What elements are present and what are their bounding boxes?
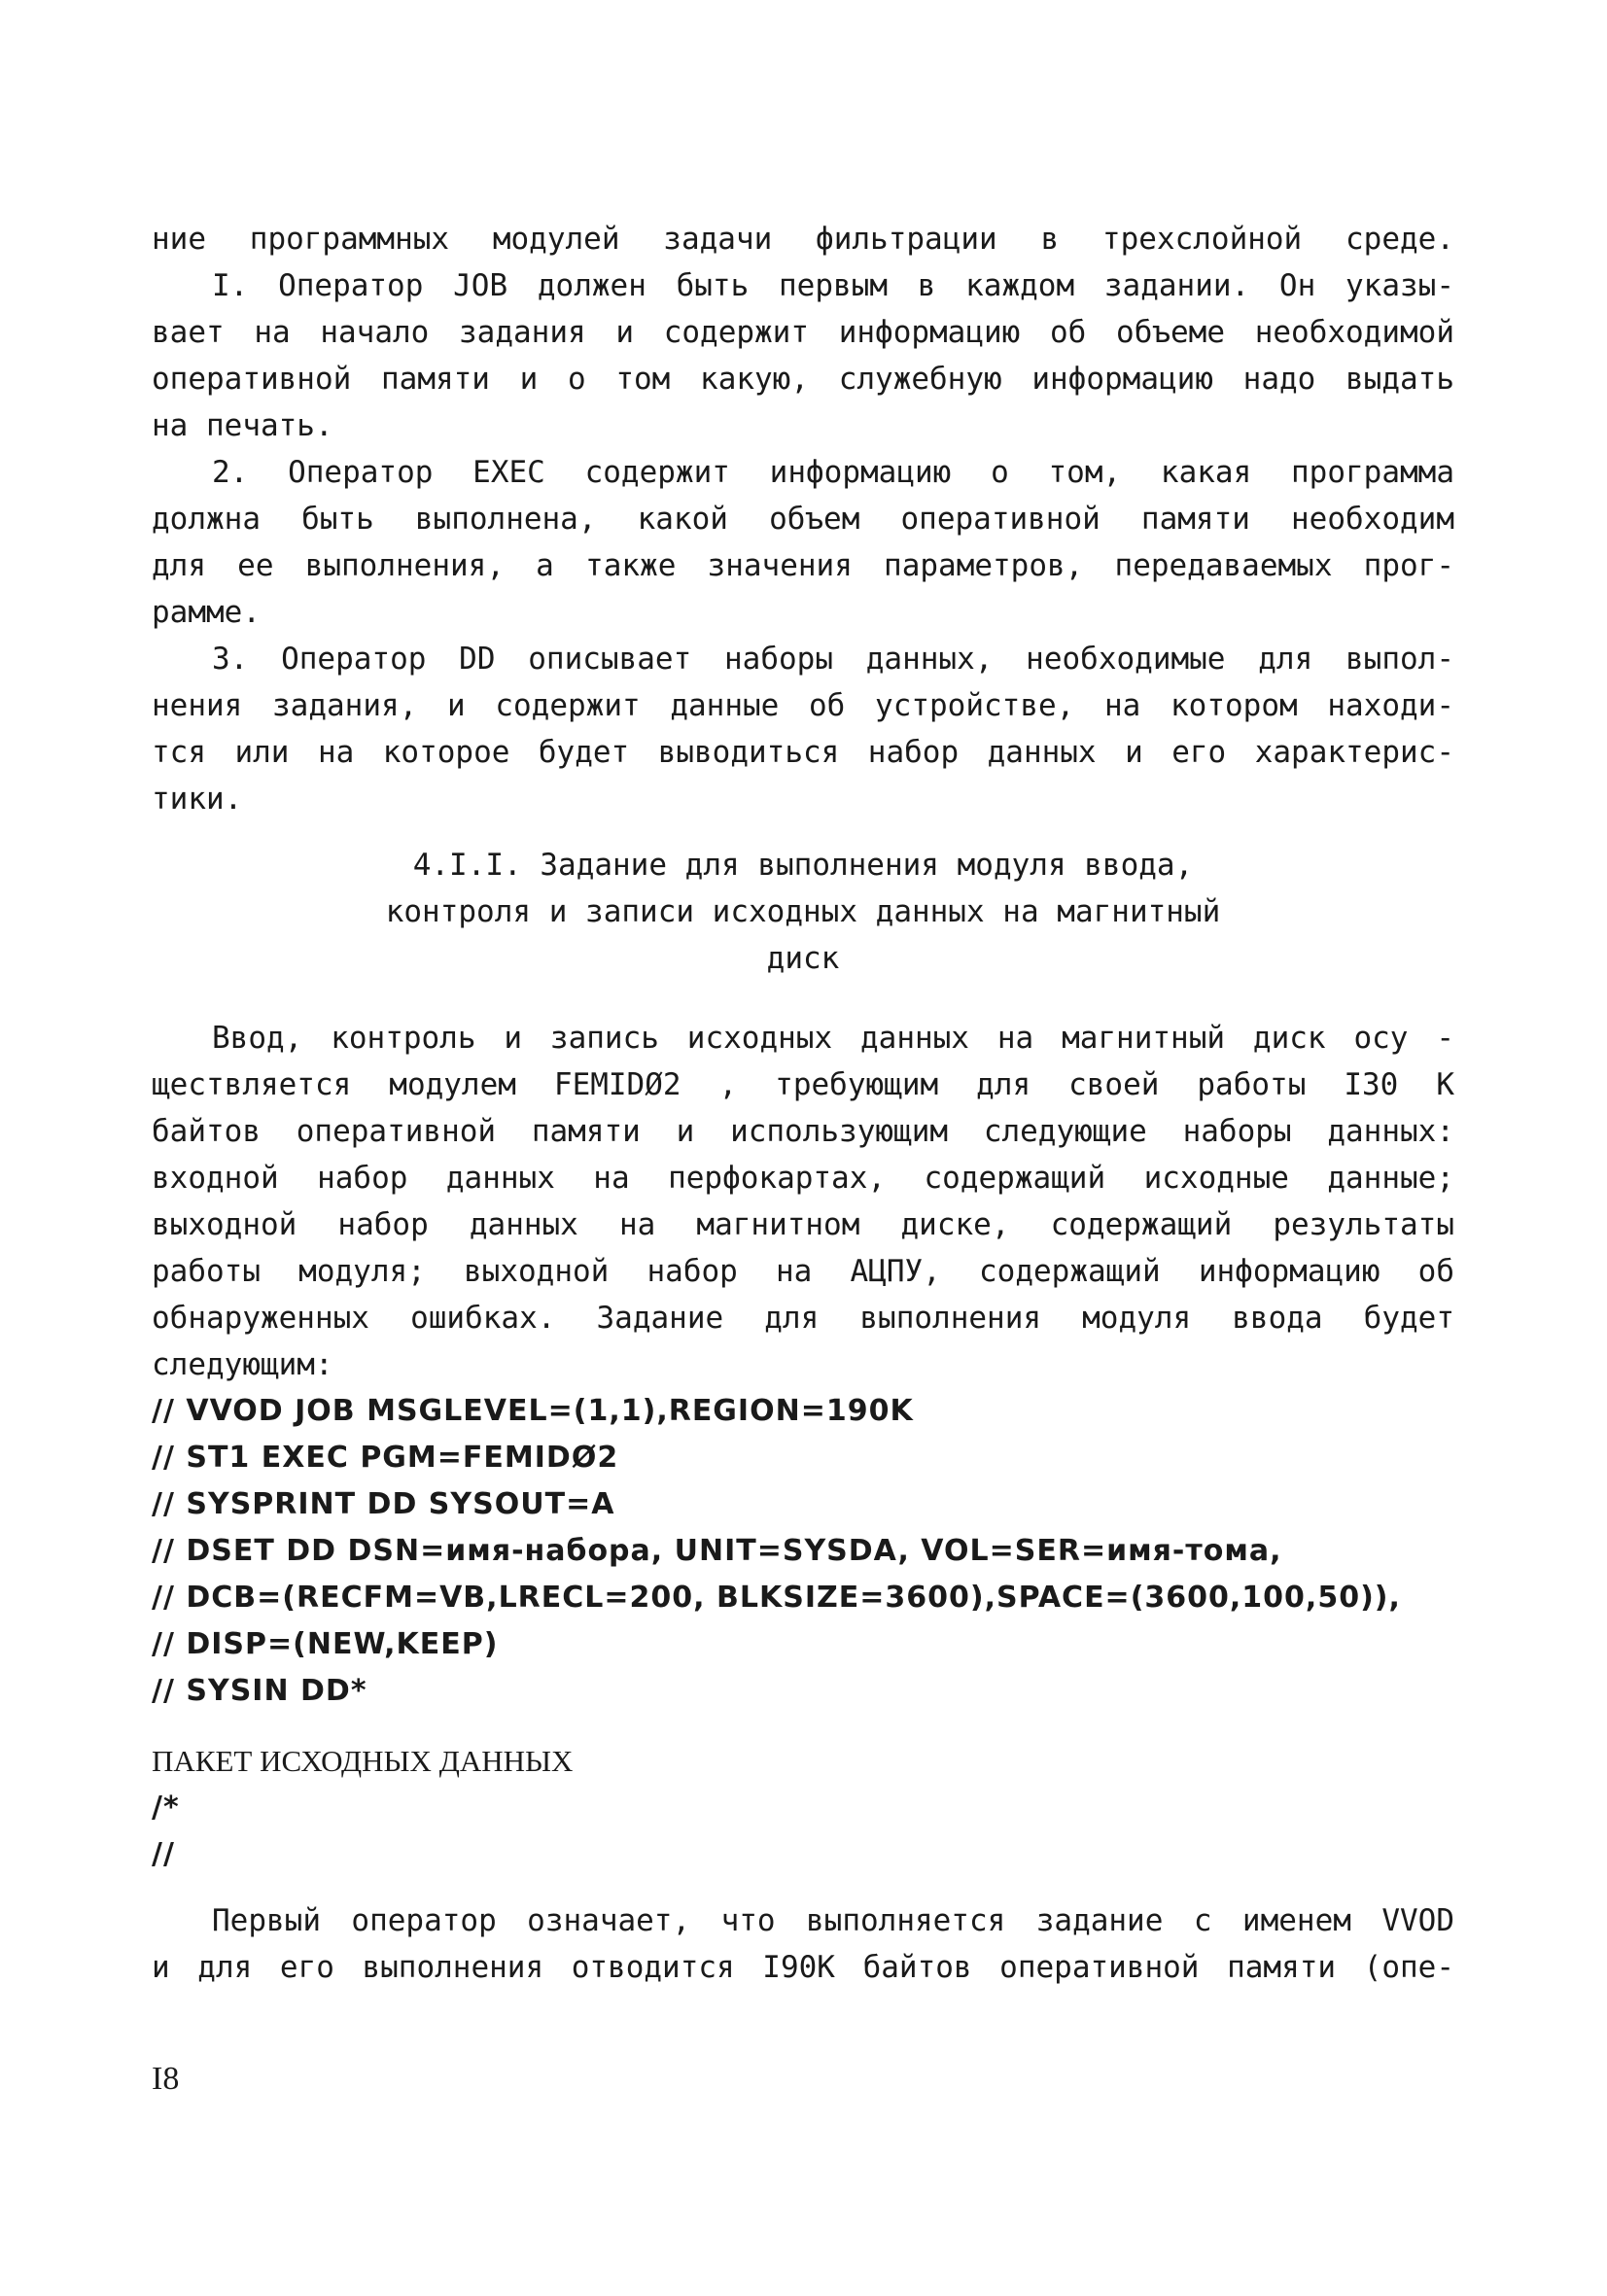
paragraph-line: следующим: <box>152 1347 333 1382</box>
paragraph-line: тики. <box>152 782 243 817</box>
jcl-code-line: // DISP=(NEW,KEEP) <box>152 1627 499 1661</box>
document-page <box>152 216 1454 1991</box>
jcl-code-line: // DCB=(RECFM=VB,LRECL=200, BLKSIZE=3600),SPACE=(3600,100,50)), <box>152 1581 1401 1615</box>
paragraph-line: должна быть выполнена, какой объем оперативной памяти необходим <box>152 502 1454 537</box>
paragraph-line: байтов оперативной памяти и использующим следующие наборы данных: <box>152 1114 1454 1149</box>
section-heading: 4.I.I. Задание для выполнения модуля ввода, <box>412 848 1194 883</box>
jcl-code-line: // VVOD JOB MSGLEVEL=(1,1),REGION=190K <box>152 1394 914 1428</box>
paragraph-line: ществляется модулем FEMIDØ2 , требующим для своей работы I30 К <box>152 1067 1454 1102</box>
paragraph-line: вает на начало задания и содержит информацию об объеме необходимой <box>152 315 1454 350</box>
spacer <box>152 982 1454 1015</box>
data-packet-label: ПАКЕТ ИСХОДНЫХ ДАННЫХ <box>152 1744 574 1778</box>
jcl-code-line: // ST1 EXEC PGM=FEMIDØ2 <box>152 1441 619 1475</box>
paragraph-line: рамме. <box>152 595 261 630</box>
paragraph-line: на печать. <box>152 408 333 443</box>
jcl-code-line: // SYSIN DD* <box>152 1674 367 1708</box>
spacer <box>152 1719 1454 1738</box>
spacer <box>152 1878 1454 1897</box>
paragraph-line: выходной набор данных на магнитном диске, содержащий результаты <box>152 1207 1454 1242</box>
paragraph-line: нения задания, и содержит данные об устройстве, на котором находи- <box>152 688 1454 723</box>
jcl-delimiter: // <box>152 1837 175 1871</box>
paragraph-line: обнаруженных ошибках. Задание для выполнения модуля ввода будет <box>152 1301 1454 1336</box>
paragraph-line: входной набор данных на перфокартах, содержащий исходные данные; <box>152 1161 1454 1196</box>
page-number: I8 <box>152 2061 180 2097</box>
paragraph-line: тся или на которое будет выводиться набор данных и его характерис- <box>152 735 1454 770</box>
paragraph-line: 2. Оператор EXEC содержит информацию о том, какая программа <box>212 455 1454 490</box>
jcl-code-line: // SYSPRINT DD SYSOUT=A <box>152 1487 615 1521</box>
section-heading: диск <box>766 941 840 976</box>
paragraph-line: I. Оператор JOB должен быть первым в каждом задании. Он указы- <box>212 268 1454 303</box>
spacer <box>152 822 1454 842</box>
paragraph-line: для ее выполнения, а также значения параметров, передаваемых прог- <box>152 548 1454 583</box>
jcl-code-line: // DSET DD DSN=имя-набора, UNIT=SYSDA, VOL=SER=имя-тома, <box>152 1534 1282 1568</box>
jcl-delimiter: /* <box>152 1791 180 1825</box>
paragraph-line: Ввод, контроль и запись исходных данных на магнитный диск осу - <box>212 1021 1454 1056</box>
paragraph-line: Первый оператор означает, что выполняется задание с именем VVOD <box>212 1903 1454 1938</box>
paragraph-line: ние программных модулей задачи фильтрации в трехслойной среде. <box>152 222 1454 257</box>
section-heading: контроля и записи исходных данных на магнитный <box>385 894 1221 929</box>
paragraph-line: и для его выполнения отводится I90К байтов оперативной памяти (опе- <box>152 1950 1454 1985</box>
paragraph-line: работы модуля; выходной набор на АЦПУ, содержащий информацию об <box>152 1254 1454 1289</box>
paragraph-line: 3. Оператор DD описывает наборы данных, необходимые для выпол- <box>212 642 1454 677</box>
paragraph-line: оперативной памяти и о том какую, служебную информацию надо выдать <box>152 362 1454 397</box>
